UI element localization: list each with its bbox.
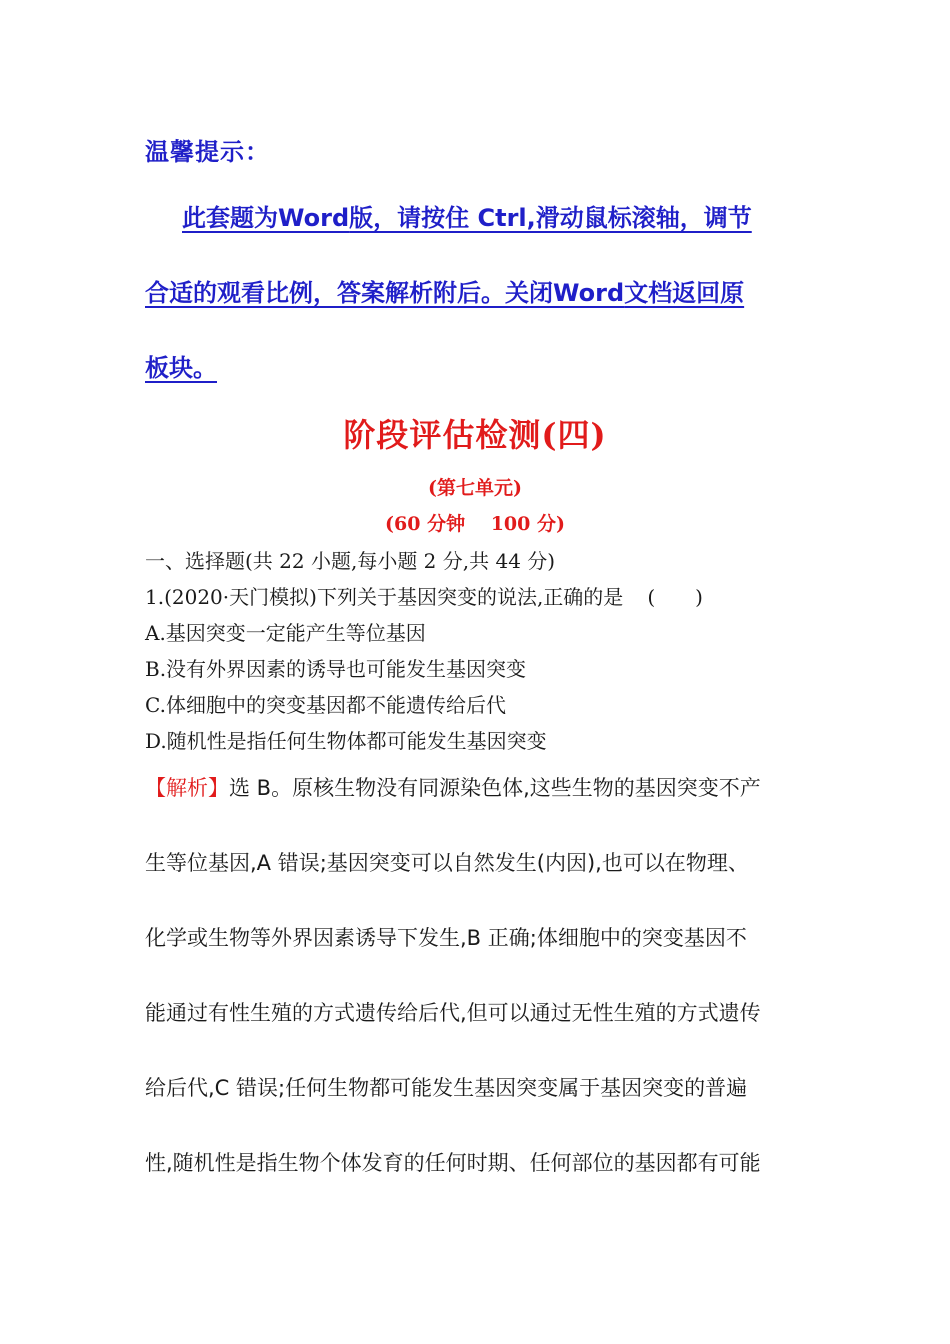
time-score-subtitle: (60 分钟 100 分) <box>385 513 565 535</box>
option-d: D.随机性是指任何生物体都可能发生基因突变 <box>145 729 547 753</box>
analysis-tag: 【解析】 <box>145 776 229 800</box>
option-c: C.体细胞中的突变基因都不能遗传给后代 <box>145 693 506 717</box>
tip-line-2-suffix: 文档返回原 <box>624 279 745 307</box>
tip-line-1-prefix: 此套题为 <box>182 204 278 232</box>
question-stem <box>145 581 825 610</box>
analysis-line-2: 生等位基因,A 错误;基因突变可以自然发生(内因),也可以在物理、 <box>145 851 749 875</box>
tip-line-3 <box>145 348 810 383</box>
tip-heading: 温馨提示： <box>145 138 270 166</box>
answer-paren: ( ) <box>647 585 703 609</box>
tip-line-2-text: 合适的观看比例，答案解析附后。关闭 <box>145 279 553 307</box>
analysis-line-3: 化学或生物等外界因素诱导下发生,B 正确;体细胞中的突变基因不 <box>145 926 747 950</box>
analysis-line-5: 给后代,C 错误;任何生物都可能发生基因突变属于基因突变的普遍 <box>145 1076 748 1100</box>
tip-line-3-text: 板块。 <box>145 354 217 382</box>
tip-word-link-2[interactable]: Word <box>553 279 625 307</box>
document-title: 阶段评估检测(四) <box>343 416 607 454</box>
option-a: A.基因突变一定能产生等位基因 <box>145 621 426 645</box>
option-b: B.没有外界因素的诱导也可能发生基因突变 <box>145 657 527 681</box>
unit-subtitle: (第七单元) <box>428 477 522 499</box>
tip-line-1-suffix: 版，请按住 Ctrl,滑动鼠标滚轴，调节 <box>349 204 752 232</box>
analysis-line-1 <box>145 772 815 802</box>
tip-line-2 <box>145 273 810 308</box>
analysis-text-1: 选 B。原核生物没有同源染色体,这些生物的基因突变不产 <box>229 776 761 800</box>
analysis-line-4: 能通过有性生殖的方式遗传给后代,但可以通过无性生殖的方式遗传 <box>145 1001 761 1025</box>
section-heading: 一、选择题(共 22 小题,每小题 2 分,共 44 分) <box>145 549 556 573</box>
tip-word-link[interactable]: Word <box>278 204 350 232</box>
question-stem-text: 1.(2020·天门模拟)下列关于基因突变的说法,正确的是 <box>145 585 624 609</box>
tip-line-1 <box>182 198 847 233</box>
analysis-line-6: 性,随机性是指生物个体发育的任何时期、任何部位的基因都有可能 <box>145 1151 761 1175</box>
